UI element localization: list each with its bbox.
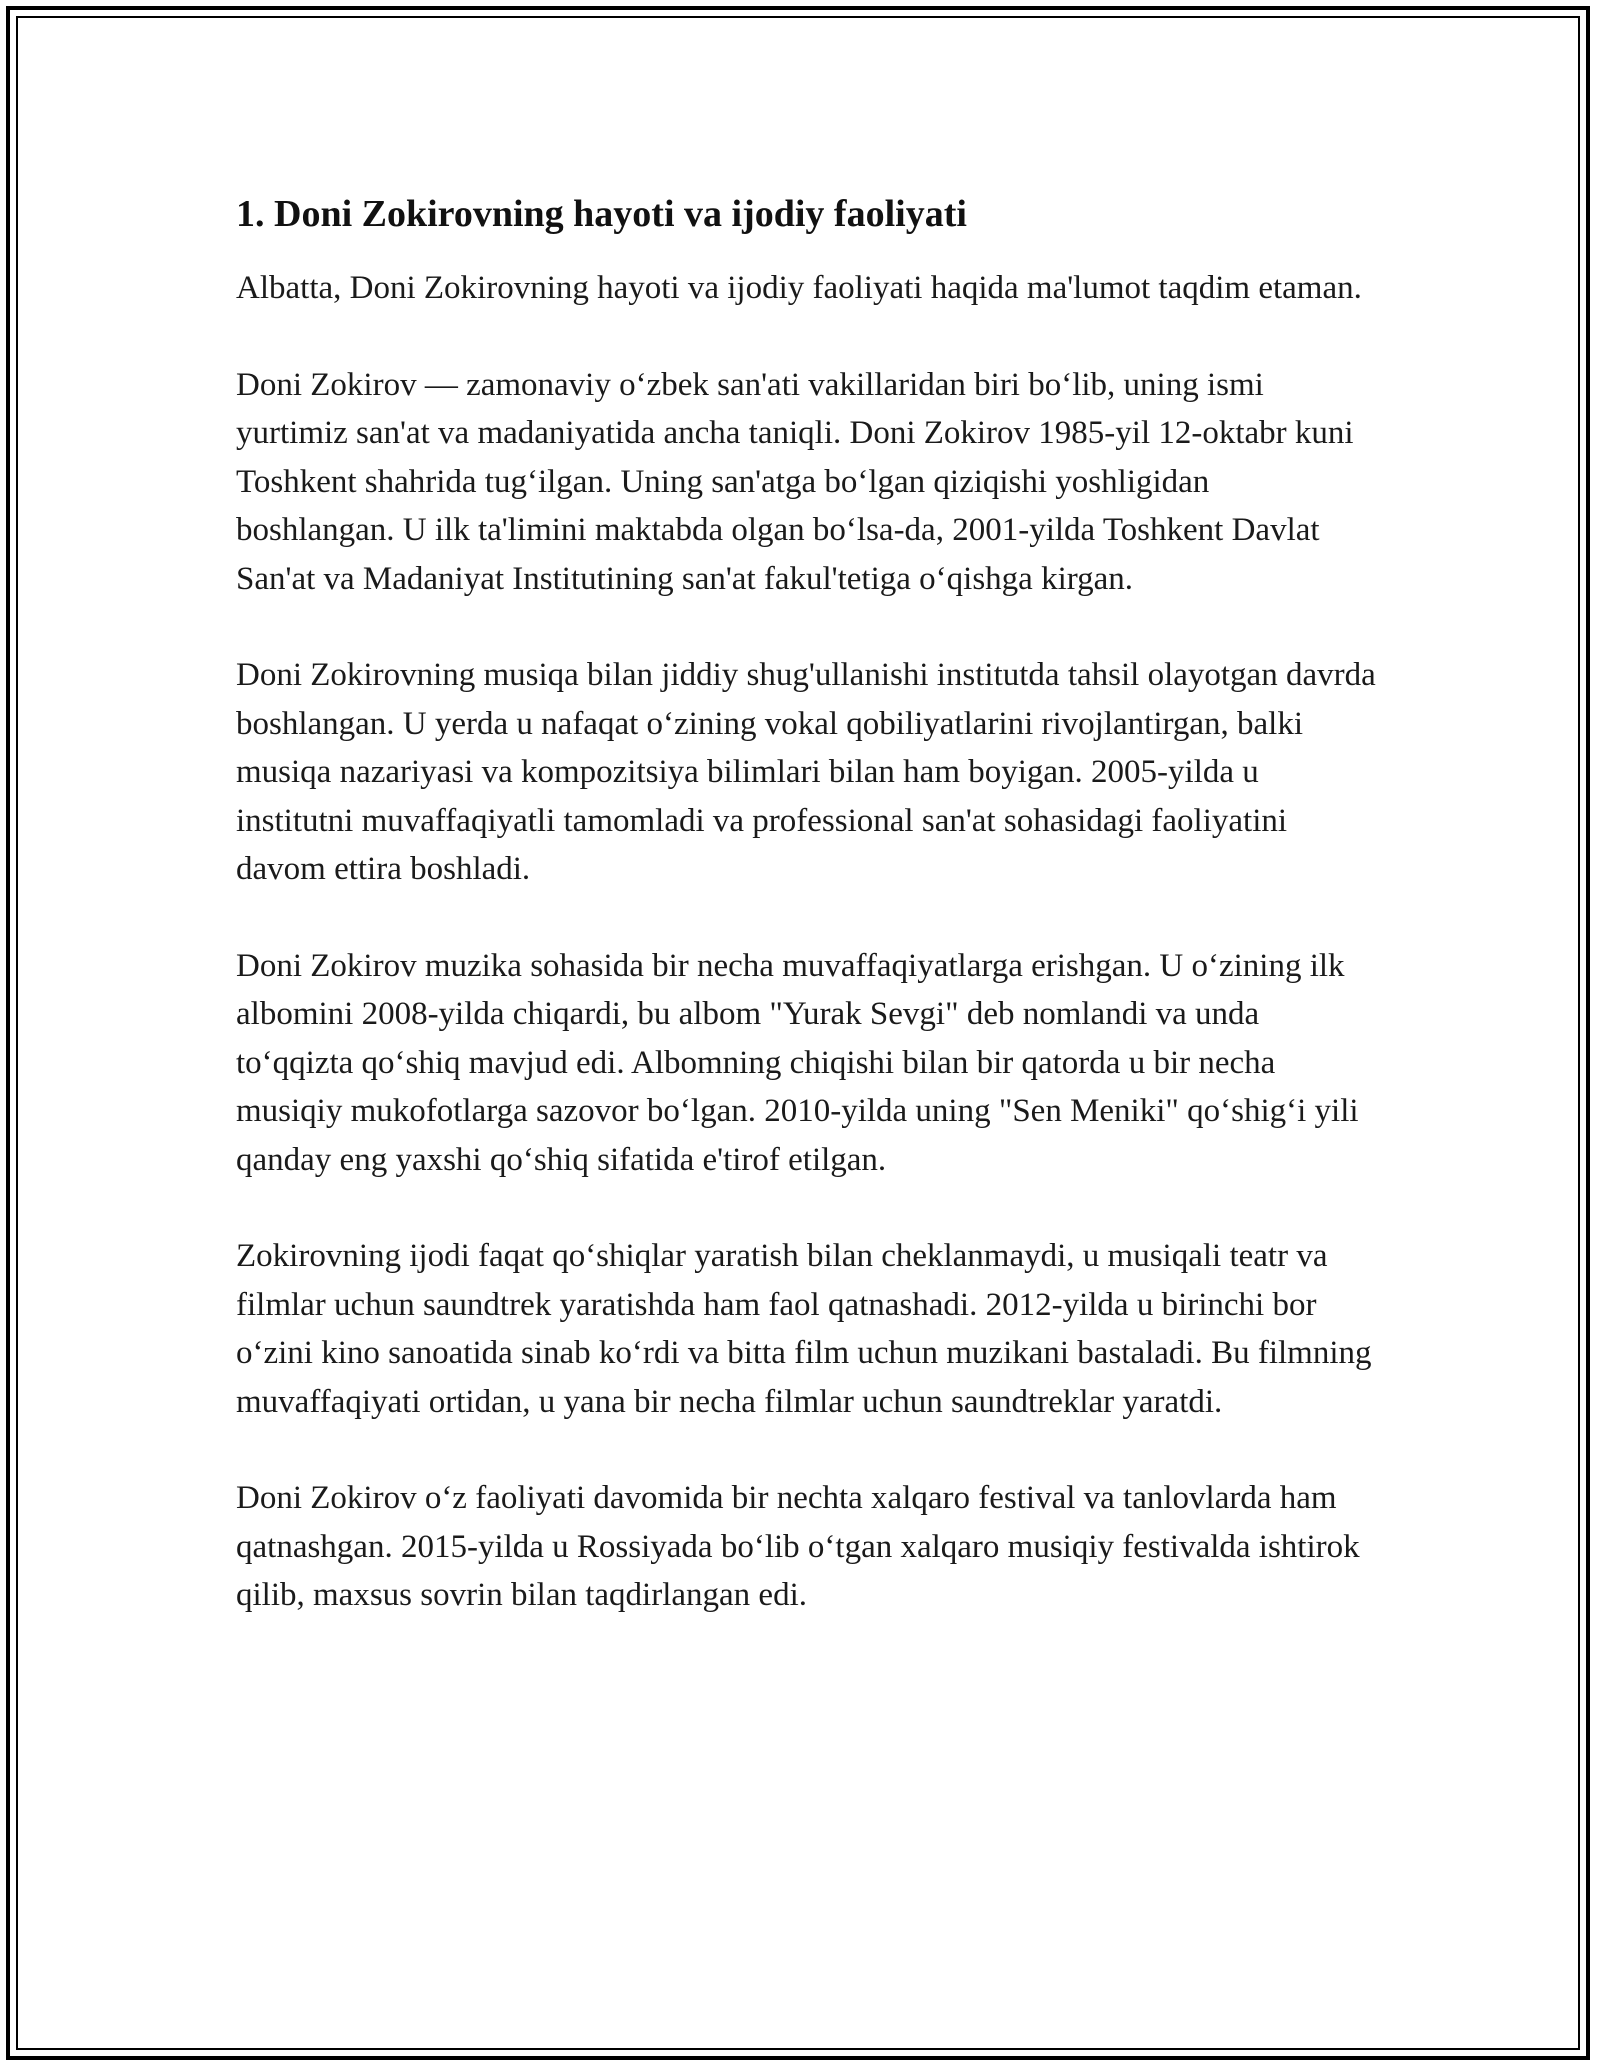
paragraph-film-work: Zokirovning ijodi faqat qoʻshiqlar yaratish bilan cheklanmaydi, u musiqali teatr va filmlar uchun saundtrek yaratishda ham faol qatnashadi. 2012-yilda u birinchi bor oʻzini kino sanoatida sinab koʻrdi va bitta film uchun muzikani bastaladi. Bu filmning muvaffaqiyati ortidan, u yana bir necha filmlar uchun saundtreklar yaratdi. (236, 1238, 1372, 1420)
document-title: 1. Doni Zokirovning hayoti va ijodiy faoliyati (236, 193, 967, 235)
paragraph-education: Doni Zokirovning musiqa bilan jiddiy shug'ullanishi institutda tahsil olayotgan davrda boshlangan. U yerda u nafaqat oʻzining vokal qobiliyatlarini rivojlantirgan, balki musiqa nazariyasi va kompozitsiya bilimlari bilan ham boyigan. 2005-yilda u institutni muvaffaqiyatli tamomladi va professional san'at sohasidagi faoliyatini davom ettira boshladi. (236, 657, 1376, 887)
paragraph-achievements: Doni Zokirov muzika sohasida bir necha muvaffaqiyatlarga erishgan. U oʻzining ilk albomini 2008-yilda chiqardi, bu albom "Yurak Sevgi" deb nomlandi va unda toʻqqizta qoʻshiq mavjud edi. Albomning chiqishi bilan bir qatorda u bir necha musiqiy mukofotlarga sazovor boʻlgan. 2010-yilda uning "Sen Meniki" qoʻshigʻi yili qanday eng yaxshi qoʻshiq sifatida e'tirof etilgan. (236, 947, 1359, 1178)
paragraph-biography: Doni Zokirov — zamonaviy oʻzbek san'ati vakillaridan biri boʻlib, uning ismi yurtimiz san'at va madaniyatida ancha taniqli. Doni Zokirov 1985-yil 12-oktabr kuni Toshkent shahrida tugʻilgan. Uning san'atga boʻlgan qiziqishi yoshligidan boshlangan. U ilk ta'limini maktabda olgan boʻlsa-da, 2001-yilda Toshkent Davlat San'at va Madaniyat Institutining san'at fakul'tetiga oʻqishga kirgan. (236, 366, 1354, 597)
paragraph-intro: Albatta, Doni Zokirovning hayoti va ijodiy faoliyati haqida ma'lumot taqdim etaman. (236, 270, 1362, 306)
document-body (236, 186, 1376, 1668)
paragraph-festivals: Doni Zokirov oʻz faoliyati davomida bir nechta xalqaro festival va tanlovlarda ham qatnashgan. 2015-yilda u Rossiyada boʻlib oʻtgan xalqaro musiqiy festivalda ishtirok qilib, maxsus sovrin bilan taqdirlangan edi. (236, 1480, 1360, 1613)
